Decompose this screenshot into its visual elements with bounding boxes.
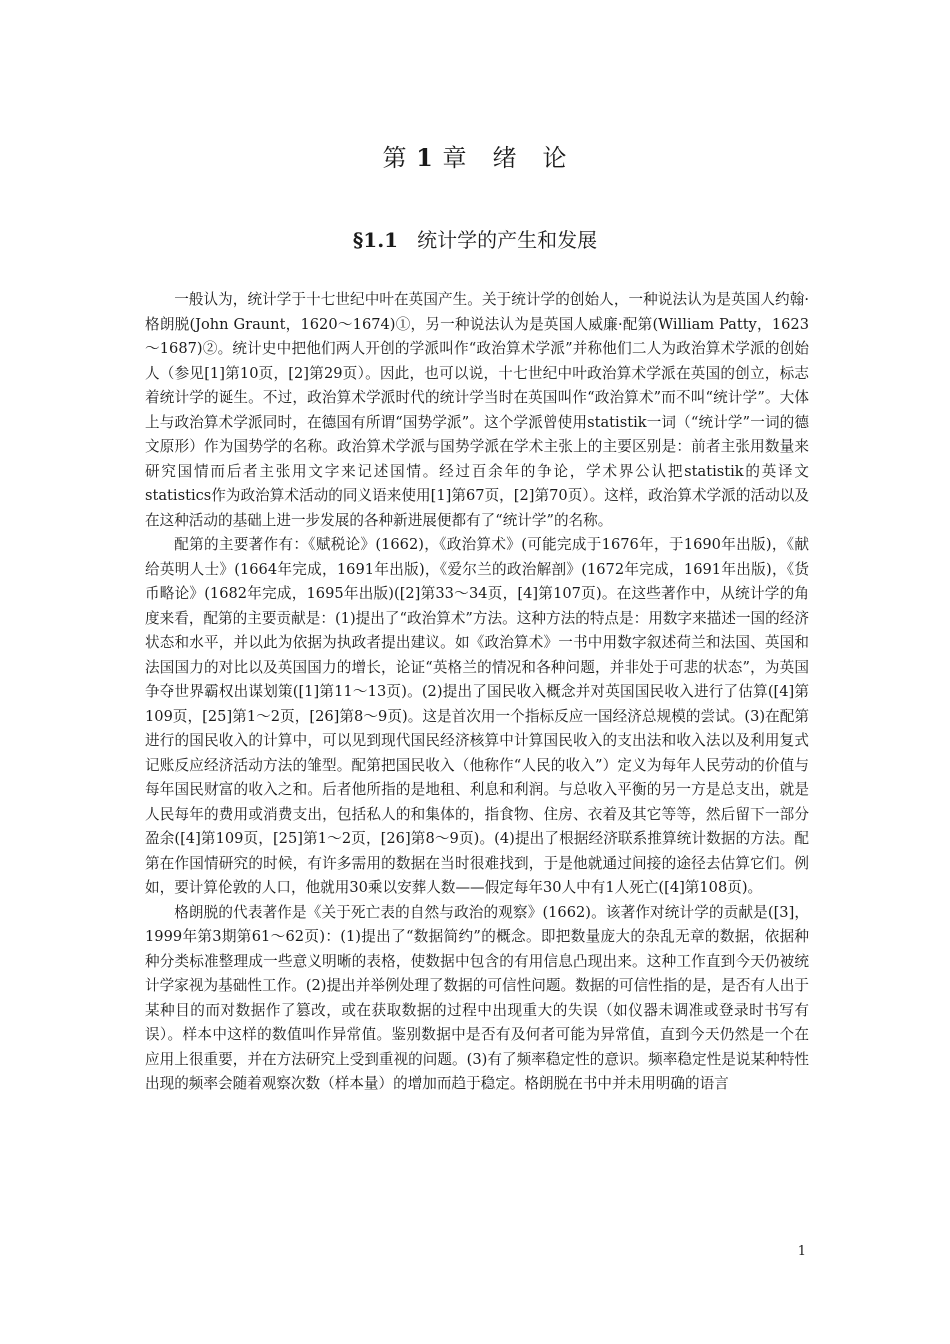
paragraph: 一般认为，统计学于十七世纪中叶在英国产生。关于统计学的创始人，一种说法认为是英国人约翰·格朗脱(John Graunt，1620～1674)①，另一种说法认为是英国人威廉·配第(William Patty，1623～1687)②。统计史中把他们两人开创的学派叫作“政治算术学派”并称他们二人为政治算术学派的创始人（参见[1]第10页，[2]第29页）。因此，也可以说，十七世纪中叶政治算术学派在英国的创立，标志着统计学的诞生。不过，政治算术学派时代的统计学当时在英国叫作“政治算术”而不叫“统计学”。大体上与政治算术学派同时，在德国有所谓“国势学派”。这个学派曾使用statistik一词（“统计学”一词的德文原形）作为国势学的名称。政治算术学派与国势学派在学术主张上的主要区别是：前者主张用数量来研究国情而后者主张用文字来记述国情。经过百余年的争论，学术界公认把statistik的英译文statistics作为政治算术活动的同义语来使用[1]第67页，[2]第70页）。这样，政治算术学派的活动以及在这种活动的基础上进一步发展的各种新进展便都有了“统计学”的名称。 xyxy=(145,291,809,529)
page-number: 1 xyxy=(797,1244,806,1259)
chapter-number: 1 xyxy=(416,143,434,172)
chapter-title xyxy=(0,138,950,173)
section-title xyxy=(0,224,950,253)
paragraph: 配第的主要著作有：《赋税论》(1662)，《政治算术》(可能完成于1676年，于1690年出版)，《献给英明人士》(1664年完成，1691年出版)，《爱尔兰的政治解剖》(1672年完成，1691年出版)，《货币略论》(1682年完成，1695年出版)([2]第33～34页，[4]第107页)。在这些著作中，从统计学的角度来看，配第的主要贡献是：(1)提出了“政治算术”方法。这种方法的特点是：用数字来描述一国的经济状态和水平，并以此为依据为执政者提出建议。如《政治算术》一书中用数字叙述荷兰和法国、英国和法国国力的对比以及英国国力的增长，论证“英格兰的情况和各种问题，并非处于可悲的状态”，为英国争夺世界霸权出谋划策([1]第11～13页)。(2)提出了国民收入概念并对英国国民收入进行了估算([4]第109页，[25]第1～2页，[26]第8～9页)。这是首次用一个指标反应一国经济总规模的尝试。(3)在配第进行的国民收入的计算中，可以见到现代国民经济核算中计算国民收入的支出法和收入法以及利用复式记账反应经济活动方法的雏型。配第把国民收入（他称作“人民的收入”）定义为每年人民劳动的价值与每年国民财富的收入之和。后者他所指的是地租、利息和利润。与总收入平衡的另一方是总支出，就是人民每年的费用或消费支出，包括私人的和集体的，指食物、住房、衣着及其它等等，然后留下一部分盈余([4]第109页，[25]第1～2页，[26]第8～9页)。(4)提出了根据经济联系推算统计数据的方法。配第在作国情研究的时候，有许多需用的数据在当时很难找到，于是他就通过间接的途径去估算它们。例如，要计算伦敦的人口，他就用30乘以安葬人数——假定每年30人中有1人死亡([4]第108页)。 xyxy=(145,536,809,896)
paragraph: 格朗脱的代表著作是《关于死亡表的自然与政治的观察》(1662)。该著作对统计学的贡献是([3]，1999年第3期第61～62页)：(1)提出了“数据简约”的概念。即把数量庞大的杂乱无章的数据，依据种种分类标准整理成一些意义明晰的表格，使数据中包含的有用信息凸现出来。这种工作直到今天仍被统计学家视为基础性工作。(2)提出并举例处理了数据的可信性问题。数据的可信性指的是，是否有人出于某种目的而对数据作了篡改，或在获取数据的过程中出现重大的失误（如仪器未调准或登录时书写有误）。样本中这样的数值叫作异常值。鉴别数据中是否有及何者可能为异常值，直到今天仍然是一个在应用上很重要，并在方法研究上受到重视的问题。(3)有了频率稳定性的意识。频率稳定性是说某种特性出现的频率会随着观察次数（样本量）的增加而趋于稳定。格朗脱在书中并未用明确的语言 xyxy=(145,903,809,1092)
chapter-title-text: 章 绪 论 xyxy=(442,144,568,172)
chapter-number-prefix: 第 xyxy=(382,144,408,172)
section-number: §1.1 xyxy=(352,228,399,252)
section-title-text: 统计学的产生和发展 xyxy=(417,228,598,252)
body-text xyxy=(145,288,809,1097)
